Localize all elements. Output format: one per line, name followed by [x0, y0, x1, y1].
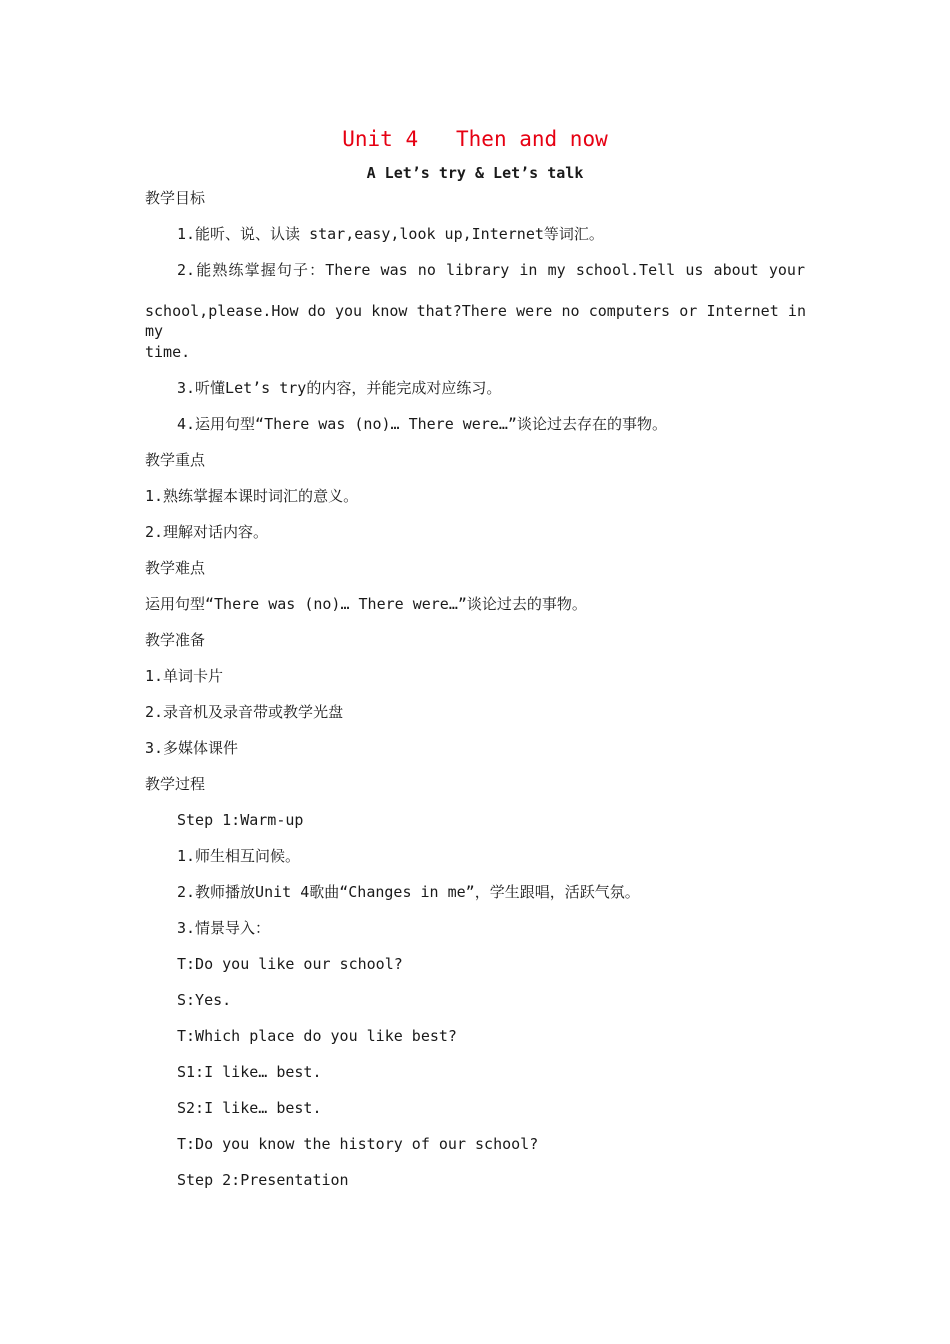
document-title: Unit 4 Then and now: [342, 127, 608, 151]
preparation-item: 1.单词卡片: [145, 667, 224, 685]
dialog-line: S1:I like… best.: [177, 1063, 322, 1081]
preparation-item: 3.多媒体课件: [145, 739, 239, 757]
step-item: 3.情景导入：: [177, 919, 271, 937]
step-item: 2.教师播放Unit 4歌曲“Changes in me”，学生跟唱，活跃气氛。: [177, 883, 640, 901]
dialog-line: S2:I like… best.: [177, 1099, 322, 1117]
objective-item-continued: time.: [145, 343, 191, 361]
step-heading: Step 1:Warm-up: [177, 811, 304, 829]
document-subtitle: A Let’s try & Let’s talk: [366, 164, 584, 182]
process-heading: 教学过程: [145, 775, 206, 793]
dialog-line: S:Yes.: [177, 991, 232, 1009]
key-point-item: 1.熟练掌握本课时词汇的意义。: [145, 487, 359, 505]
objectives-heading: 教学目标: [145, 189, 206, 207]
difficulties-heading: 教学难点: [145, 559, 206, 577]
key-point-item: 2.理解对话内容。: [145, 523, 269, 541]
difficulty-item: 运用句型“There was (no)… There were…”谈论过去的事物。: [145, 595, 587, 613]
step-item: 1.师生相互问候。: [177, 847, 301, 865]
key-points-heading: 教学重点: [145, 451, 206, 469]
preparation-item: 2.录音机及录音带或教学光盘: [145, 703, 344, 721]
step-heading: Step 2:Presentation: [177, 1171, 349, 1189]
objective-item: 3.听懂Let’s try的内容，并能完成对应练习。: [177, 379, 502, 397]
dialog-line: T:Do you like our school?: [177, 955, 403, 973]
objective-item: 4.运用句型“There was (no)… There were…”谈论过去存在的事物。: [177, 415, 667, 433]
objective-item-continued: school,please.How do you know that?There were no computers or Internet in my: [145, 302, 806, 340]
objective-item: 2.能熟练掌握句子：There was no library in my school.Tell us about your: [177, 261, 805, 279]
dialog-line: T:Which place do you like best?: [177, 1027, 457, 1045]
objective-item: 1.能听、说、认读 star,easy,look up,Internet等词汇。: [177, 225, 604, 243]
preparation-heading: 教学准备: [145, 631, 206, 649]
dialog-line: T:Do you know the history of our school?: [177, 1135, 539, 1153]
